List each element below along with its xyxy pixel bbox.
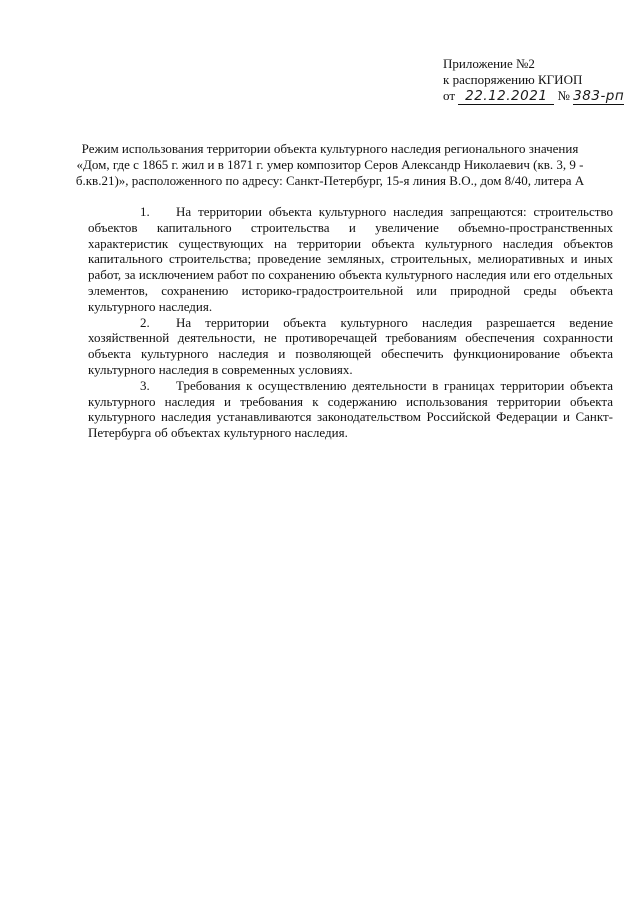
paragraph-2-number: 2. [140, 314, 150, 330]
paragraph-1 [88, 204, 613, 315]
paragraph-1-text: На территории объекта культурного наследия запрещаются: строительство объектов капитального строительства и увеличение объемно-пространственных характеристик существующих на территории объекта культурного наследия объектов капитального строительства; проведение земляных, строительных, мелиоративных и иных работ, за исключением работ по сохранению объекта культурного наследия или его отдельных элементов, сохранению историко-градостроительной или природной среды объекта культурного наследия. [88, 204, 613, 314]
paragraph-2-text: На территории объекта культурного наследия разрешается ведение хозяйственной деятельности, не противоречащей требованиям обеспечения сохранности объекта культурного наследия и позволяющей обеспечить функционирование объекта культурного наследия в современных условиях. [88, 314, 613, 377]
appendix-title: Приложение №2 [443, 56, 535, 71]
title-line-1: Режим использования территории объекта культурного наследия регионального значения [81, 141, 579, 156]
paragraph-1-number: 1. [140, 204, 150, 219]
paragraph-3 [88, 378, 613, 441]
appendix-date-number-line [443, 88, 633, 105]
number-label: № [557, 88, 570, 103]
from-label: от [443, 88, 456, 103]
paragraph-2 [88, 315, 613, 378]
appendix-order-reference: к распоряжению КГИОП [443, 72, 583, 87]
appendix-header [443, 56, 633, 105]
paragraph-3-number: 3. [140, 377, 150, 393]
paragraph-3-text: Требования к осуществлению деятельности в границах территории объекта культурного наследия и требования к содержанию использования территории объекта культурного наследия устанавливаются законодательством Российской Федерации и Санкт-Петербурга об объектах культурного наследия. [88, 377, 613, 441]
title-line-3: б.кв.21)», расположенного по адресу: Санкт-Петербург, 15-я линия В.О., дом 8/40, литера А [75, 173, 585, 188]
title-line-2: «Дом, где с 1865 г. жил и в 1871 г. умер композитор Серов Александр Николаевич (кв. 3, 9 - [76, 157, 584, 172]
document-body [88, 204, 613, 441]
handwritten-number: 383-рп [573, 88, 625, 104]
document-title [70, 141, 590, 189]
handwritten-date: 22.12.2021 [458, 88, 554, 105]
